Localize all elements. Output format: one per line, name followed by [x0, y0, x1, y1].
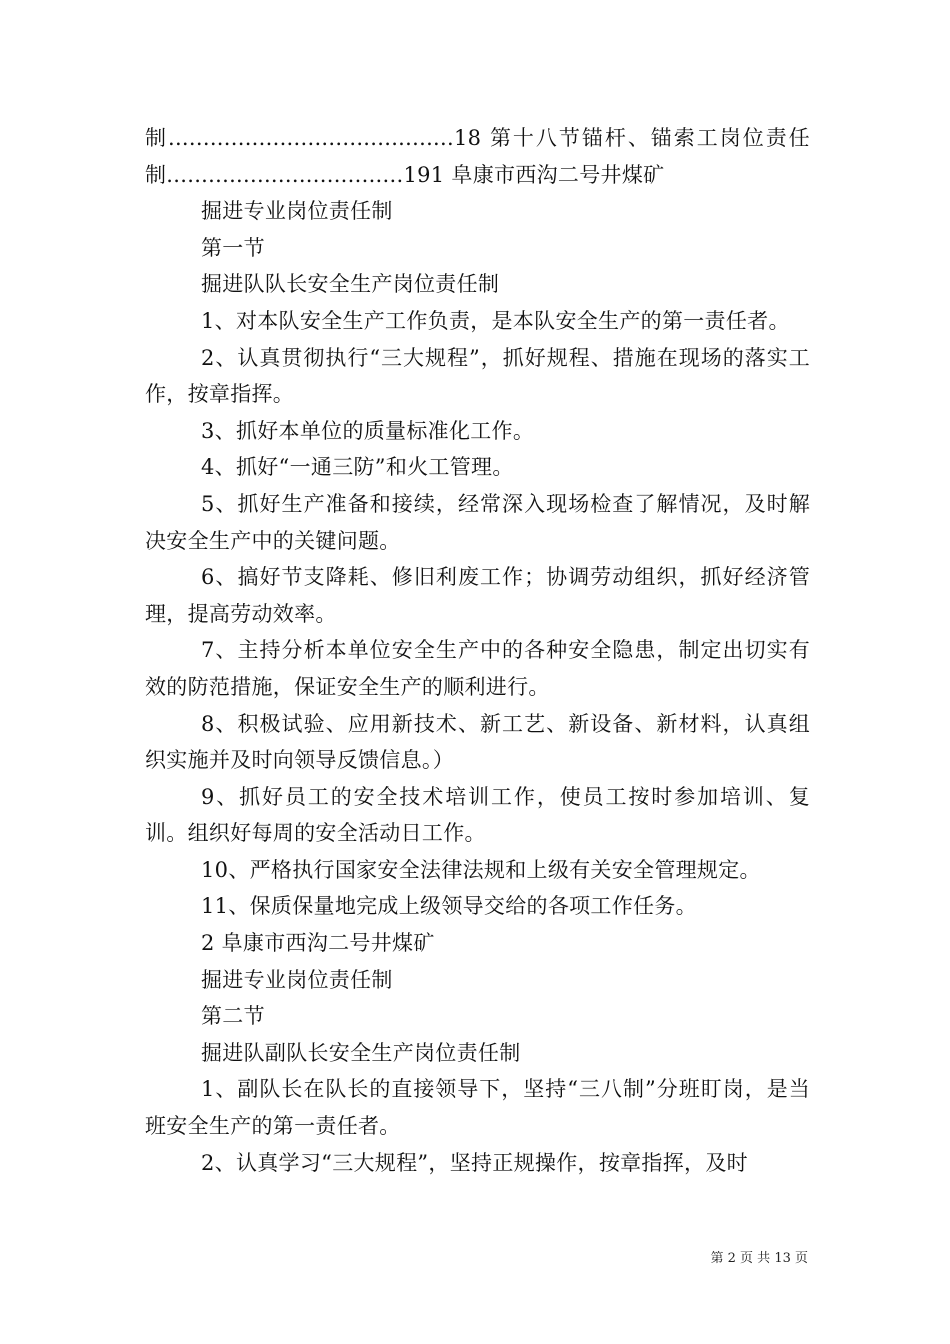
section2-header: 掘进专业岗位责任制 [201, 967, 393, 992]
section1-item-9: 9、抓好员工的安全技术培训工作，使员工按时参加培训、复训。组织好每周的安全活动日工作。 [145, 784, 810, 846]
section1-item-3: 3、抓好本单位的质量标准化工作。 [201, 418, 535, 443]
section2-item-2: 2、认真学习“三大规程”，坚持正规操作，按章指挥，及时 [201, 1150, 748, 1175]
page-marker: 2 阜康市西沟二号井煤矿 [201, 931, 435, 956]
section1-item-6: 6、搞好节支降耗、修旧利废工作；协调劳动组织，抓好经济管理，提高劳动效率。 [145, 565, 810, 626]
section1-item-5: 5、抓好生产准备和接续，经常深入现场检查了解情况，及时解决安全生产中的关键问题。 [145, 491, 810, 553]
section1-item-4: 4、抓好“一通三防”和火工管理。 [201, 455, 514, 480]
document-body [145, 120, 810, 1181]
section1-item-8: 8、积极试验、应用新技术、新工艺、新设备、新材料，认真组织实施并及时向领导反馈信息。） [145, 711, 810, 773]
section2-number: 第二节 [201, 1004, 265, 1029]
section1-number: 第一节 [201, 235, 265, 260]
page-footer: 第 2 页 共 13 页 [710, 1251, 808, 1266]
section1-header: 掘进专业岗位责任制 [201, 199, 393, 224]
section1-item-2: 2、认真贯彻执行“三大规程”，抓好规程、措施在现场的落实工作，按章指挥。 [145, 345, 810, 407]
section1-item-11: 11、保质保量地完成上级领导交给的各项工作任务。 [201, 894, 697, 919]
section1-item-10: 10、严格执行国家安全法律法规和上级有关安全管理规定。 [201, 857, 761, 882]
section1-item-1: 1、对本队安全生产工作负责，是本队安全生产的第一责任者。 [201, 308, 790, 333]
section1-title: 掘进队队长安全生产岗位责任制 [201, 272, 500, 297]
section2-title: 掘进队副队长安全生产岗位责任制 [201, 1040, 521, 1065]
section2-item-1: 1、副队长在队长的直接领导下，坚持“三八制”分班盯岗，是当班安全生产的第一责任者。 [145, 1077, 810, 1139]
section1-item-7: 7、主持分析本单位安全生产中的各种安全隐患，制定出切实有效的防范措施，保证安全生产的顺利进行。 [145, 638, 810, 699]
toc-continuation: 制.........................................18 第十八节锚杆、锚索工岗位责任制..................................191 阜康市西沟二号井煤矿 [145, 126, 810, 187]
